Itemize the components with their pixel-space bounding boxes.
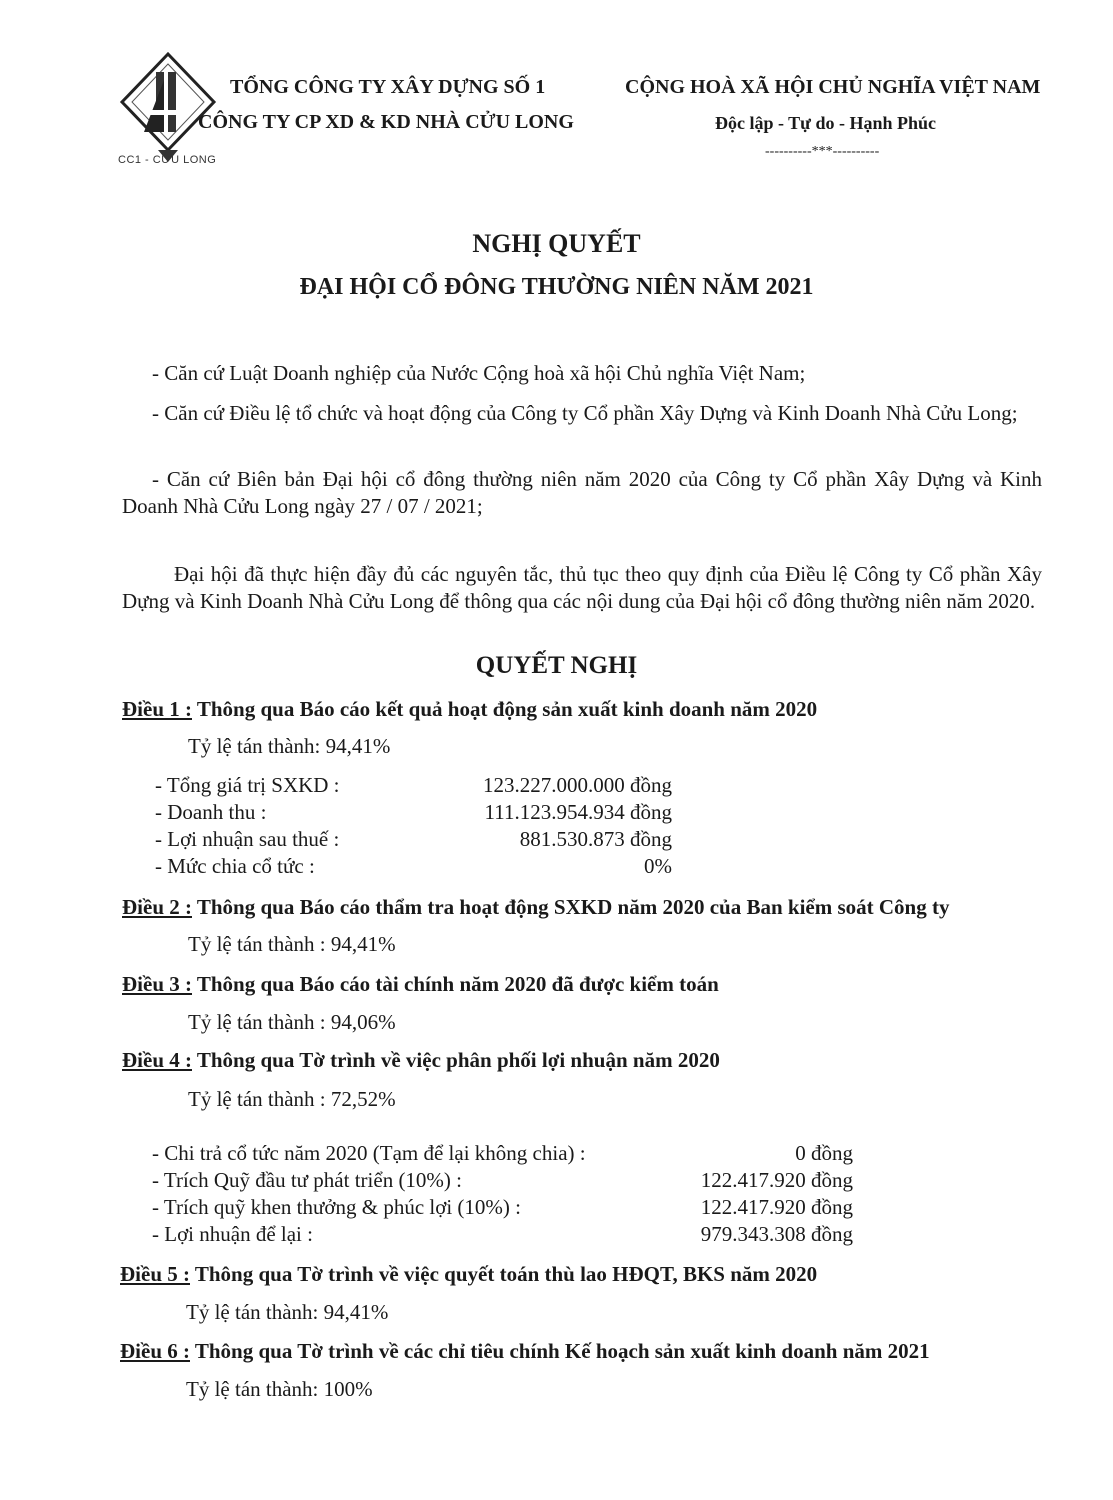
approval-rate: Tỷ lệ tán thành: 94,41% <box>186 1300 389 1324</box>
article-text: Thông qua Tờ trình về các chỉ tiêu chính Kế hoạch sản xuất kinh doanh năm 2021 <box>190 1339 930 1363</box>
legal-basis-item: - Căn cứ Biên bản Đại hội cổ đông thường niên năm 2020 của Công ty Cổ phần Xây Dựng và Kinh Doanh Nhà Cửu Long ngày 27 / 07 / 2021; <box>122 467 1042 518</box>
approval-rate: Tỷ lệ tán thành: 94,41% <box>188 734 391 758</box>
figure-label: - Tổng giá trị SXKD : <box>155 773 340 797</box>
article-number: Điều 4 : <box>122 1048 192 1072</box>
parent-organization: TỔNG CÔNG TY XÂY DỰNG SỐ 1 <box>230 76 546 98</box>
document-title: NGHỊ QUYẾT <box>472 229 641 258</box>
article-heading <box>122 697 817 722</box>
logo-caption: CC1 - CỬU LONG <box>118 154 217 166</box>
figure-label: - Trích Quỹ đầu tư phát triển (10%) : <box>152 1168 463 1192</box>
figure-label: - Doanh thu : <box>155 800 267 824</box>
article-heading <box>122 972 719 997</box>
article-heading <box>122 1048 720 1073</box>
article-heading <box>120 1262 817 1287</box>
article-heading <box>120 1339 930 1364</box>
article-text: Thông qua Báo cáo kết quả hoạt động sản xuất kinh doanh năm 2020 <box>192 697 818 721</box>
article-number: Điều 3 : <box>122 972 192 996</box>
article-text: Thông qua Báo cáo tài chính năm 2020 đã được kiểm toán <box>192 972 719 996</box>
national-motto: Độc lập - Tự do - Hạnh Phúc <box>715 113 937 133</box>
article-number: Điều 1 : <box>122 697 192 721</box>
company-name: CÔNG TY CP XD & KD NHÀ CỬU LONG <box>198 111 574 133</box>
figure-value: 0% <box>644 854 672 878</box>
approval-rate: Tỷ lệ tán thành: 100% <box>186 1377 373 1401</box>
article-text: Thông qua Tờ trình về việc phân phối lợi nhuận năm 2020 <box>192 1048 720 1072</box>
approval-rate: Tỷ lệ tán thành : 72,52% <box>188 1087 396 1111</box>
figure-value: 123.227.000.000 đồng <box>483 773 672 797</box>
figure-label: - Lợi nhuận để lại : <box>152 1222 313 1246</box>
article-text: Thông qua Báo cáo thẩm tra hoạt động SXKD năm 2020 của Ban kiểm soát Công ty <box>192 895 950 919</box>
legal-basis-item: - Căn cứ Điều lệ tổ chức và hoạt động của Công ty Cổ phần Xây Dựng và Kinh Doanh Nhà Cửu Long; <box>152 401 1018 425</box>
figure-value: 881.530.873 đồng <box>519 827 672 851</box>
approval-rate: Tỷ lệ tán thành : 94,41% <box>188 932 396 956</box>
figure-label: - Mức chia cổ tức : <box>155 854 315 878</box>
article-number: Điều 6 : <box>120 1339 190 1363</box>
section-heading: QUYẾT NGHỊ <box>475 652 638 679</box>
article-text: Thông qua Tờ trình về việc quyết toán thù lao HĐQT, BKS năm 2020 <box>190 1262 818 1286</box>
document-subtitle: ĐẠI HỘI CỔ ĐÔNG THƯỜNG NIÊN NĂM 2021 <box>299 274 814 300</box>
figure-value: 122.417.920 đồng <box>700 1168 853 1192</box>
article-heading <box>122 895 949 920</box>
figure-value: 122.417.920 đồng <box>700 1195 853 1219</box>
figure-value: 979.343.308 đồng <box>700 1222 853 1246</box>
intro-paragraph: Đại hội đã thực hiện đầy đủ các nguyên tắc, thủ tục theo quy định của Điều lệ Công ty Cổ phần Xây Dựng và Kinh Doanh Nhà Cửu Long để thông qua các nội dung của Đại hội cổ đông thường niên năm 2020. <box>122 562 1042 613</box>
figure-label: - Chi trả cổ tức năm 2020 (Tạm để lại không chia) : <box>152 1141 586 1165</box>
figure-label: - Lợi nhuận sau thuế : <box>155 827 340 851</box>
article-number: Điều 2 : <box>122 895 192 919</box>
figure-value: 111.123.954.934 đồng <box>484 800 672 824</box>
national-title: CỘNG HOÀ XÃ HỘI CHỦ NGHĨA VIỆT NAM <box>625 76 1041 98</box>
header-divider: ----------***---------- <box>765 144 880 159</box>
figure-label: - Trích quỹ khen thưởng & phúc lợi (10%) : <box>152 1195 521 1219</box>
approval-rate: Tỷ lệ tán thành : 94,06% <box>188 1010 396 1034</box>
article-number: Điều 5 : <box>120 1262 190 1286</box>
figure-value: 0 đồng <box>795 1141 853 1165</box>
company-logo <box>118 50 218 170</box>
legal-basis-item: - Căn cứ Luật Doanh nghiệp của Nước Cộng hoà xã hội Chủ nghĩa Việt Nam; <box>152 361 806 385</box>
